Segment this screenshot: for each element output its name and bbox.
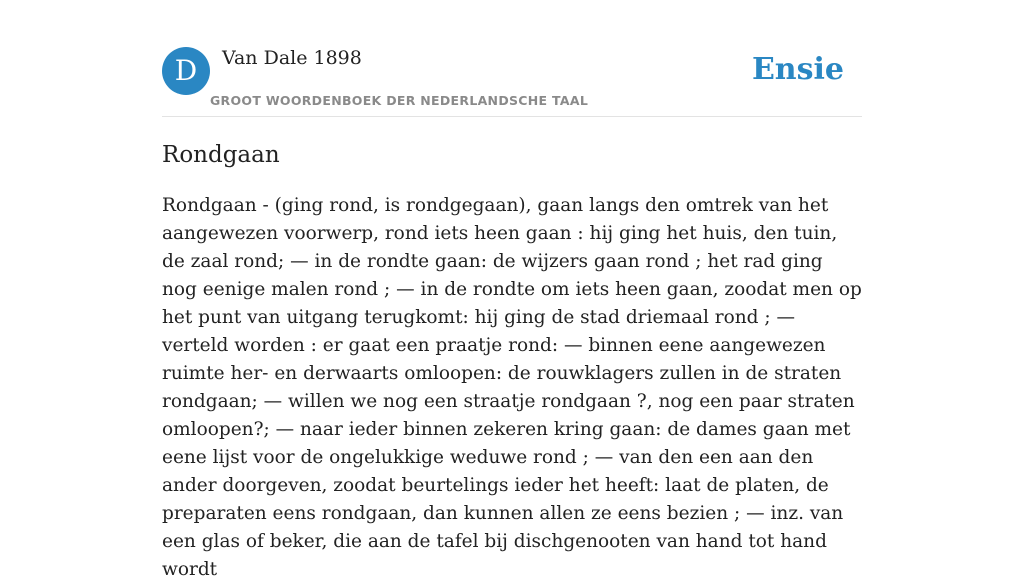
ensie-logo-link[interactable]: Ensie	[751, 52, 844, 87]
dictionary-avatar[interactable]: D	[162, 47, 210, 95]
dictionary-title-link[interactable]: Van Dale 1898	[222, 47, 362, 69]
entry-term: Rondgaan	[162, 142, 280, 168]
dictionary-subtitle: GROOT WOORDENBOEK DER NEDERLANDSCHE TAAL	[210, 93, 589, 108]
entry-definition: Rondgaan - (ging rond, is rondgegaan), gaan langs den omtrek van het aangewezen voorwerp, rond iets heen gaan : hij ging het huis, den tuin, de zaal rond; — in de rondte gaan: de wijzers gaan rond ; het rad ging nog eenige malen rond ; — in de rondte om iets heen gaan, zoodat men op het punt van uitgang terugkomt: hij ging de stad driemaal rond ; — verteld worden : er gaat een praatje rond: — binnen eene aangewezen ruimte her- en derwaarts omloopen: de rouwklagers zullen in de straten rondgaan; — willen we nog een straatje rondgaan ?, nog een paar straten omloopen?; — naar ieder binnen zekeren kring gaan: de dames gaan met eene lijst voor de ongelukkige weduwe rond ; — van den een aan den ander doorgeven, zoodat beurtelings ieder het heeft: laat de platen, de preparaten eens rondgaan, dan kunnen allen ze eens bezien ; — inz. van een glas of beker, die aan de tafel bij dischgenooten van hand tot hand wordt	[162, 195, 862, 580]
header	[162, 46, 862, 117]
